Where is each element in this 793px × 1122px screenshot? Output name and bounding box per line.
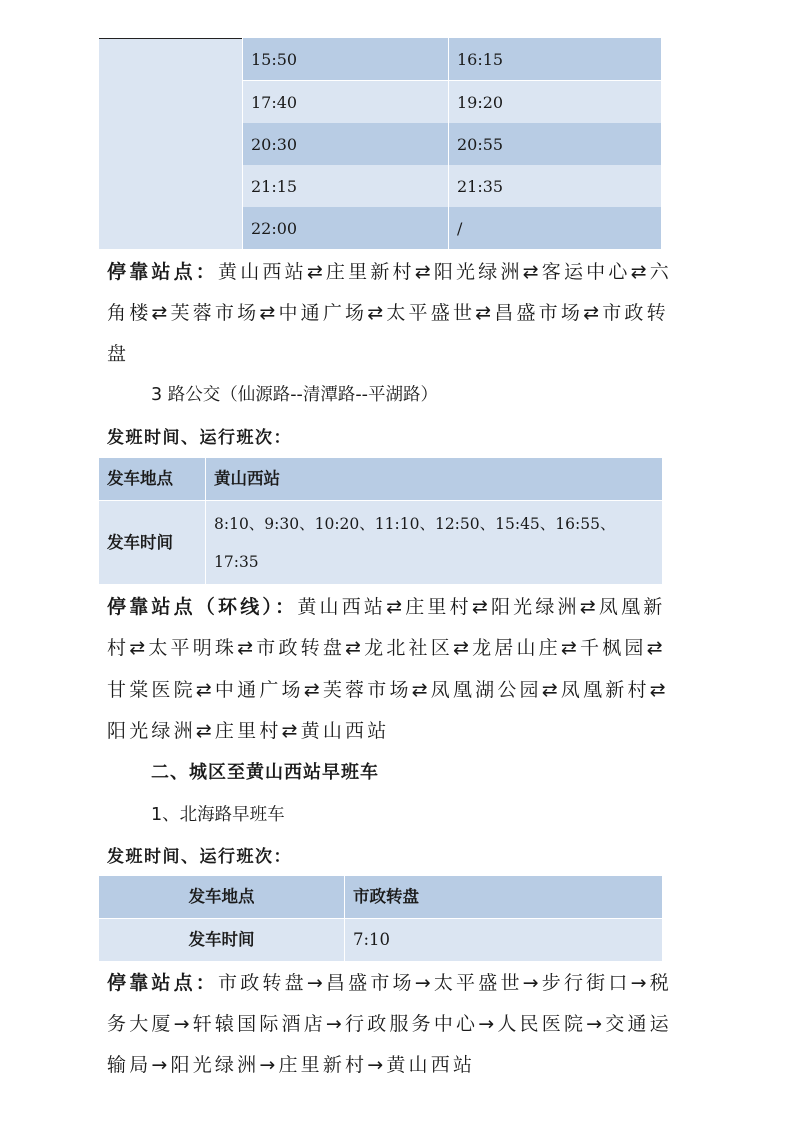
origin-value: 市政转盘 xyxy=(345,876,662,918)
table-cell: 20:30 xyxy=(243,123,448,165)
table-cell: 21:35 xyxy=(449,165,661,207)
table-top-rule xyxy=(99,38,242,39)
time-values xyxy=(206,501,662,584)
stops-label: 停靠站点： xyxy=(107,972,219,994)
table-cell: 20:55 xyxy=(449,123,661,165)
time-values-line: 8:10、9:30、10:20、11:10、12:50、15:45、16:55、 xyxy=(214,515,616,533)
section2-schedule-label: 发班时间、运行班次： xyxy=(107,847,292,867)
stops-line: 黄山西站⇄庄里村⇄阳光绿洲⇄凤凰新 xyxy=(297,596,666,618)
section2-subtitle: 1、北海路早班车 xyxy=(151,805,285,825)
table-cell: 19:20 xyxy=(449,81,661,123)
time-header: 发车时间 xyxy=(99,919,344,961)
stops-line: 村⇄太平明珠⇄市政转盘⇄龙北社区⇄龙居山庄⇄千枫园⇄ xyxy=(107,637,666,659)
stops-label: 停靠站点（环线）： xyxy=(107,596,298,618)
table-cell: 15:50 xyxy=(243,38,448,80)
stops-line: 角楼⇄芙蓉市场⇄中通广场⇄太平盛世⇄昌盛市场⇄市政转 xyxy=(107,302,669,324)
stops-line: 市政转盘→昌盛市场→太平盛世→步行街口→税 xyxy=(218,972,672,994)
origin-header: 发车地点 xyxy=(99,458,205,500)
time-header: 发车时间 xyxy=(99,501,205,584)
stops-line: 盘 xyxy=(107,343,130,365)
stops-line: 甘棠医院⇄中通广场⇄芙蓉市场⇄凤凰湖公园⇄凤凰新村⇄ xyxy=(107,679,669,701)
stops-line: 务大厦→轩辕国际酒店→行政服务中心→人民医院→交通运 xyxy=(107,1013,672,1035)
stops-line: 黄山西站⇄庄里新村⇄阳光绿洲⇄客运中心⇄六 xyxy=(218,261,672,283)
table-cell: 21:15 xyxy=(243,165,448,207)
table-cell: 22:00 xyxy=(243,207,448,249)
stops-line: 输局→阳光绿洲→庄里新村→黄山西站 xyxy=(107,1054,476,1076)
route3-schedule-label: 发班时间、运行班次： xyxy=(107,428,292,448)
table-cell: 17:40 xyxy=(243,81,448,123)
route3-title: 3 路公交（仙源路--清潭路--平湖路） xyxy=(151,385,438,405)
stops-label: 停靠站点： xyxy=(107,261,219,283)
table-cell: 16:15 xyxy=(449,38,661,80)
time-value: 7:10 xyxy=(345,919,662,961)
time-values-line: 17:35 xyxy=(214,553,259,571)
table-left-column xyxy=(99,38,242,249)
section2-title: 二、城区至黄山西站早班车 xyxy=(151,762,379,783)
table-cell: / xyxy=(449,207,661,249)
origin-header: 发车地点 xyxy=(99,876,344,918)
stops-line: 阳光绿洲⇄庄里村⇄黄山西站 xyxy=(107,720,390,742)
origin-value: 黄山西站 xyxy=(206,458,662,500)
